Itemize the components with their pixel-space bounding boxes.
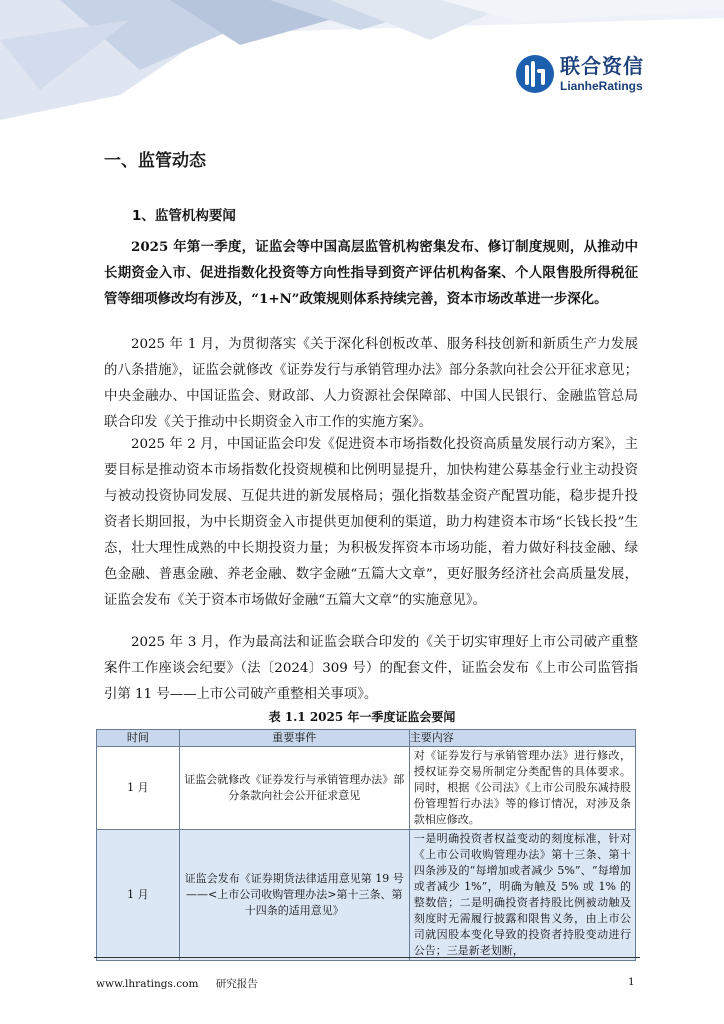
paragraph-january: 2025 年 1 月，为贯彻落实《关于深化科创板改革、服务科技创新和新质生产力发展的八条措施》，证监会就修改《证券发行与承销管理办法》部分条款向社会公开征求意见；中央金融办、中国证监会、财政部、人力资源社会保障部、中国人民银行、金融监管总局联合印发《关于推动中长期资金入市工作的实施方案》。 [104, 337, 638, 430]
table-header-row [97, 730, 636, 747]
cell-event: 证监会发布《证券期货法律适用意见第 19 号——<上市公司收购管理办法>第十三条、第十四条的适用意见》 [179, 830, 409, 961]
cell-content: 对《证券发行与承销管理办法》进行修改，授权证券交易所制定分类配售的具体要求。同时，根据《公司法》《上市公司股东减持股份管理暂行办法》等的修订情况，对涉及条款相应修改。 [409, 747, 635, 830]
table-row [97, 830, 636, 961]
summary-paragraph: 2025 年第一季度，证监会等中国高层监管机构密集发布、修订制度规则，从推动中长期资金入市、促进指数化投资等方向性指导到资产评估机构备案、个人限售股所得税征管等细项修改均有涉及，“1+N”政策规则体系持续完善，资本市场改革进一步深化。 [104, 239, 638, 307]
news-table [96, 729, 636, 961]
section-title: 一、监管动态 [104, 151, 206, 171]
cell-content: 一是明确投资者权益变动的刻度标准，针对《上市公司收购管理办法》第十三条、第十四条涉及的“每增加或者减少 5%”、“每增加或者减少 1%”，明确为触及 5% 或 1% 的整数倍；二是明确投资者持股比例被动触及刻度时无需履行披露和限售义务，由上市公司就因股本变化导致的投资者持股变动进行公告；三是新老划断， [409, 830, 635, 961]
brand-name-cn: 联合资信 [560, 54, 644, 78]
cell-time: 1 月 [97, 830, 180, 961]
paragraph-february: 2025 年 2 月，中国证监会印发《促进资本市场指数化投资高质量发展行动方案》，主要目标是推动资本市场指数化投资规模和比例明显提升，加快构建公募基金行业主动投资与被动投资协同发展、互促共进的新发展格局；强化指数基金资产配置功能，稳步提升投资者长期回报，为中长期资金入市提供更加便利的渠道，助力构建资本市场“长钱长投”生态，壮大理性成熟的中长期投资力量；为积极发挥资本市场功能，着力做好科技金融、绿色金融、普惠金融、养老金融、数字金融“五篇大文章”，更好服务经济社会高质量发展，证监会发布《关于资本市场做好金融“五篇大文章”的实施意见》。 [104, 437, 638, 608]
footer-divider [94, 957, 640, 958]
page-number: 1 [628, 976, 635, 988]
cell-event: 证监会就修改《证券发行与承销管理办法》部分条款向社会公开征求意见 [179, 747, 409, 830]
paragraph-march: 2025 年 3 月，作为最高法和证监会联合印发的《关于切实审理好上市公司破产重整案件工作座谈会纪要》（法〔2024〕309 号）的配套文件，证监会发布《上市公司监管指引第 11 号——上市公司破产重整相关事项》。 [104, 635, 638, 702]
header-content: 主要内容 [409, 730, 635, 747]
subsection-title: 1、监管机构要闻 [132, 208, 236, 224]
header-event: 重要事件 [179, 730, 409, 747]
table-row [97, 747, 636, 830]
footer-info [96, 976, 272, 991]
brand-name-en: LianheRatings [560, 79, 643, 93]
cell-time: 1 月 [97, 747, 180, 830]
header-time: 时间 [97, 730, 180, 747]
footer-doc-type: 研究报告 [215, 978, 258, 990]
footer-website-link[interactable]: www.lhratings.com [96, 978, 199, 990]
table-caption: 表 1.1 2025 年一季度证监会要闻 [268, 710, 456, 724]
